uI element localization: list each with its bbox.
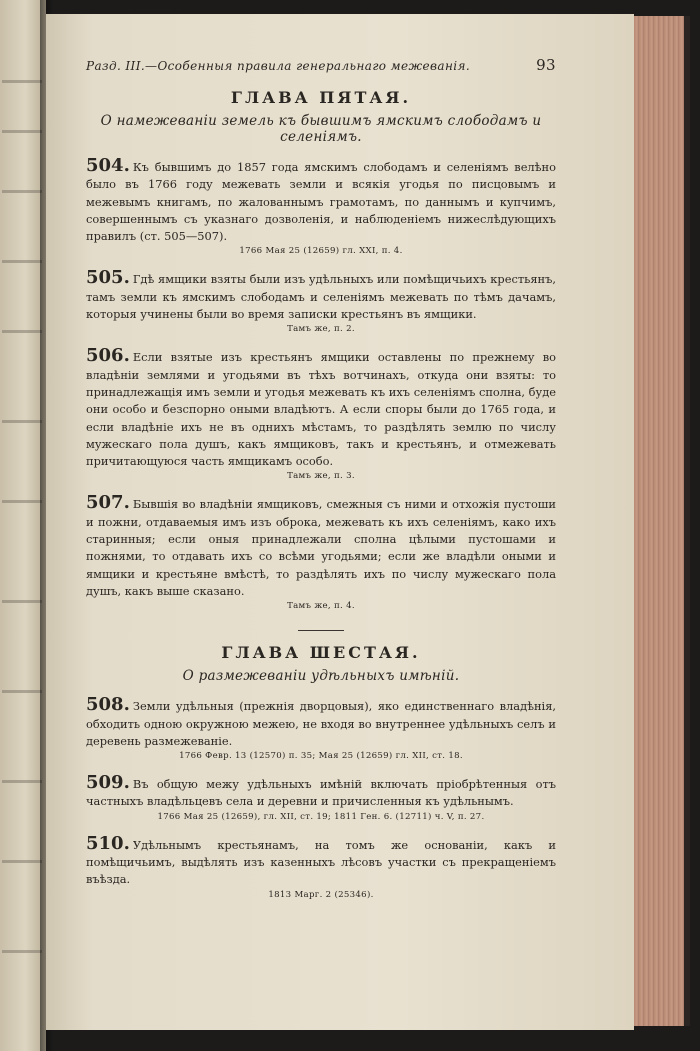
section-divider (298, 630, 344, 631)
article-number: 505. (86, 267, 130, 289)
article-number: 506. (86, 345, 130, 367)
article-text: Если взятые изъ крестьянъ ямщики оставлены по прежнему во владѣніи землями и угодьями въ тѣхъ вотчинахъ, откуда они взяты: то принадлежащія имъ земли и угодья межевать къ ихъ селеніямъ сполна, буде они особо и безспорно оными владѣютъ. А если споры были до 1765 года, и если владѣніе ихъ не въ однихъ мѣстамъ, то раздѣлять землю по числу мужескаго пола душъ, какъ ямщиковъ, такъ и крестьянъ, и отмежевать причитающуюся часть ямщикамъ особо. (86, 350, 556, 469)
article-number: 509. (86, 772, 130, 794)
article-reference: 1766 Мая 25 (12659), гл. XII, ст. 19; 1811 Ген. 6. (12711) ч. V, п. 27. (157, 811, 485, 822)
page-number: 93 (536, 56, 556, 74)
chapter-6-title: ГЛАВА ШЕСТАЯ. (221, 643, 421, 663)
article-reference: Тамъ же, п. 3. (287, 471, 355, 482)
article-text: Земли удѣльныя (прежнія дворцовыя), яко единственнаго владѣнія, обходить одною окружною межею, не входя во внутреннее удѣльныхъ селъ и деревень размежеваніе. (86, 699, 556, 748)
article-number: 507. (86, 492, 130, 514)
article-text: Въ общую межу удѣльныхъ имѣній включать пріобрѣтенныя отъ частныхъ владѣльцевъ села и деревни и причисленныя къ удѣльнымъ. (86, 777, 556, 809)
article-508 (86, 696, 556, 762)
article-504 (86, 157, 556, 257)
article-reference: 1766 Февр. 13 (12570) п. 35; Мая 25 (12659) гл. XII, ст. 18. (179, 751, 463, 762)
running-title: Разд. III.—Особенныя правила генеральнаго межеванія. (86, 59, 471, 73)
chapter-5-title: ГЛАВА ПЯТАЯ. (230, 88, 412, 107)
article-507 (86, 494, 556, 612)
chapter-6-subtitle: О размежеваніи удѣльныхъ имѣній. (182, 668, 460, 685)
chapter-5-subtitle: О намежеваніи земель къ бывшимъ ямскимъ слободамъ и селеніямъ. (100, 113, 542, 145)
page-content (86, 56, 556, 901)
article-reference: Тамъ же, п. 4. (287, 601, 355, 612)
article-text: Гдѣ ямщики взяты были изъ удѣльныхъ или помѣщичьихъ крестьянъ, тамъ земли къ ямскимъ слободамъ и селеніямъ межевать по тѣмъ дачамъ, которыя учинены были во время записки крестьянъ въ ямщики. (86, 272, 556, 322)
article-number: 508. (86, 694, 130, 716)
article-reference: Тамъ же, п. 2. (287, 324, 355, 335)
book-page-edges (634, 16, 690, 1026)
article-number: 510. (86, 832, 130, 854)
article-reference: 1766 Мая 25 (12659) гл. XXI, п. 4. (239, 246, 403, 257)
article-505 (86, 269, 556, 335)
article-reference: 1813 Марг. 2 (25346). (268, 889, 374, 900)
article-509 (86, 774, 556, 823)
article-text: Къ бывшимъ до 1857 года ямскимъ слободамъ и селеніямъ велѣно было въ 1766 году межевать земли и всякія угодья по писцовымъ и межевымъ книгамъ, по жалованнымъ грамотамъ, по даннымъ и купчимъ, совершеннымъ съ указнаго дозволенія, и наблюденіемъ нижеслѣдующихъ правилъ (ст. 505—507). (86, 160, 556, 244)
article-text: Удѣльнымъ крестьянамъ, на томъ же основаніи, какъ и помѣщичьимъ, выдѣлять изъ казенныхъ лѣсовъ участки съ прекращеніемъ въѣзда. (86, 837, 556, 887)
article-506 (86, 347, 556, 482)
article-number: 504. (86, 155, 130, 176)
article-text: Бывшія во владѣніи ямщиковъ, смежныя съ ними и отхожія пустоши и пожни, отдаваемыя имъ изъ оброка, межевать къ ихъ селеніямъ, како ихъ старинныя; если оныя принадлежали сполна цѣлыми пустошами и пожнями, то отдавать ихъ со всѣми угодьями; если же владѣли оными и ямщики и крестьяне вмѣстѣ, то раздѣлять ихъ по числу мужескаго пола душъ, какъ выше сказано. (86, 497, 556, 598)
article-510 (86, 832, 556, 901)
running-header (86, 56, 556, 74)
